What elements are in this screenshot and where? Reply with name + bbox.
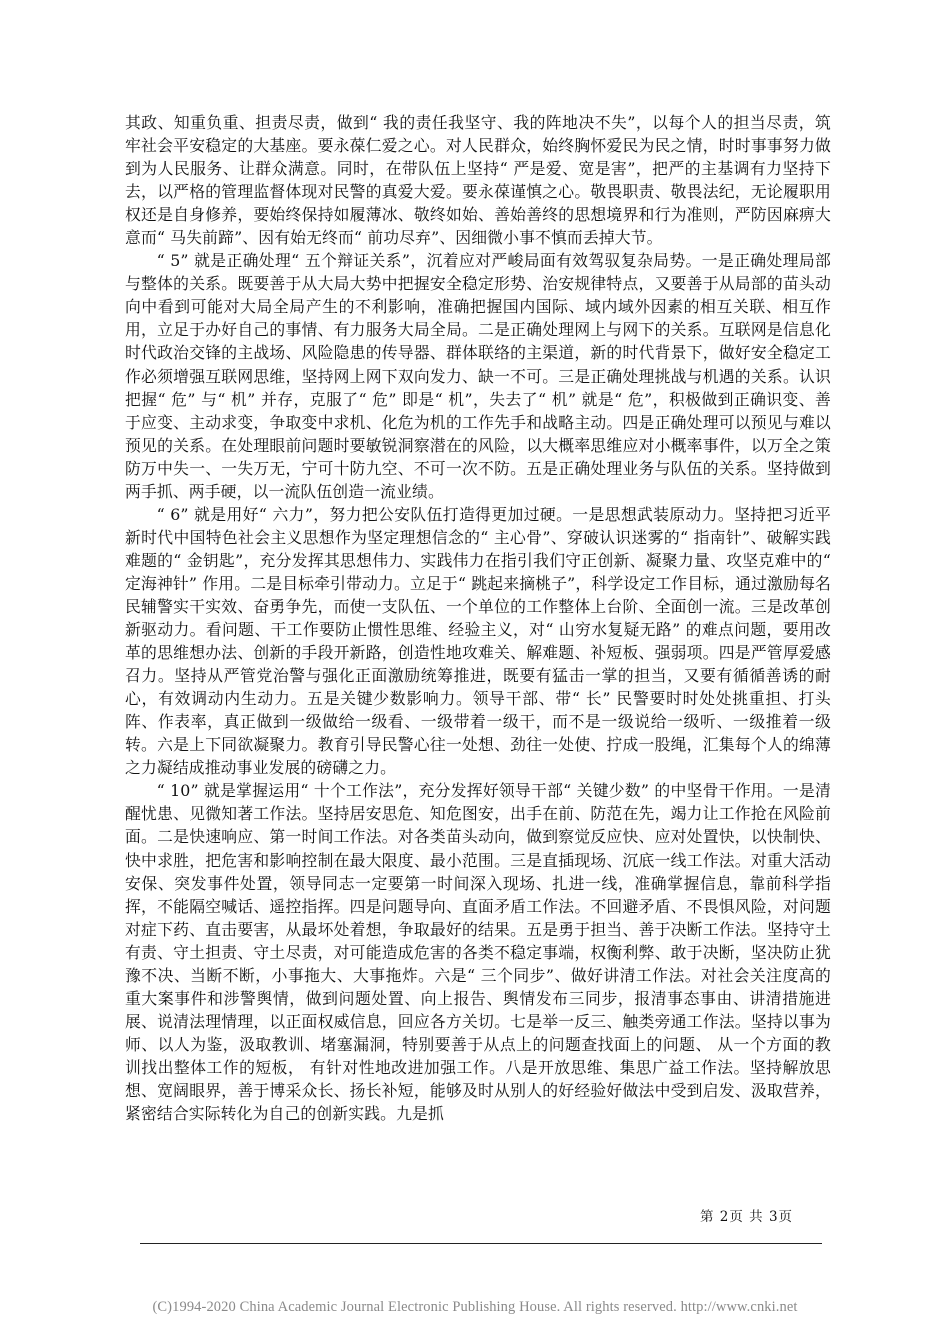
article-body [125, 111, 831, 1125]
paragraph-five-relations: “ 5” 就是正确处理“ 五个辩证关系”，沉着应对严峻局面有效驾驭复杂局势。一是正确处理局部与整体的关系。既要善于从大局大势中把握安全稳定形势、治安规律特点，又要善于从局部的苗头动向中看到可能对大局全局产生的不利影响，准确把握国内国际、域内域外因素的相互关联、相互作用，立足于办好自己的事情、有力服务大局全局。二是正确处理网上与网下的关系。互联网是信息化时代政治交锋的主战场、风险隐患的传导器、群体联络的主渠道，新的时代背景下，做好安全稳定工作必须增强互联网思维，坚持网上网下双向发力、缺一不可。三是正确处理挑战与机遇的关系。认识把握“ 危” 与“ 机” 并存，克服了“ 危” 即是“ 机”，失去了“ 机” 就是“ 危”，积极做到正确识变、善于应变、主动求变，争取变中求机、化危为机的工作先手和战略主动。四是正确处理可以预见与难以预见的关系。在处理眼前问题时要敏锐洞察潜在的风险，以大概率思维应对小概率事件，以万全之策防万中失一、一失万无，宁可十防九空、不可一次不防。五是正确处理业务与队伍的关系。坚持做到两手抓、两手硬，以一流队伍创造一流业绩。 [125, 251, 831, 501]
footer-divider [140, 1243, 822, 1244]
paragraph-ten-methods: “ 10” 就是掌握运用“ 十个工作法”，充分发挥好领导干部“ 关键少数” 的中坚骨干作用。一是清醒忧患、见微知著工作法。坚持居安思危、知危图安，出手在前、防范在先，竭力让工作抢在风险前面。二是快速响应、第一时间工作法。对各类苗头动向，做到察觉反应快、应对处置快，以快制快、快中求胜，把危害和影响控制在最大限度、最小范围。三是直插现场、沉底一线工作法。对重大活动安保、突发事件处置，领导同志一定要第一时间深入现场、扎进一线，准确掌握信息，靠前科学指挥，不能隔空喊话、遥控指挥。四是问题导向、直面矛盾工作法。不回避矛盾、不畏惧风险，对问题对症下药、直击要害，从最坏处着想，争取最好的结果。五是勇于担当、善于决断工作法。坚持守土有责、守土担责、守土尽责，对可能造成危害的各类不稳定事端，权衡利弊、敢于决断，坚决防止犹豫不决、当断不断，小事拖大、大事拖炸。六是“ 三个同步”、做好讲清工作法。对社会关注度高的重大案事件和涉警舆情，做到问题处置、向上报告、舆情发布三同步，报清事态事由、讲清措施进展、说清法理情理，以正面权威信息，回应各方关切。七是举一反三、触类旁通工作法。坚持以事为师、以人为鉴，汲取教训、堵塞漏洞，特别要善于从点上的问题查找面上的问题、 从一个方面的教训找出整体工作的短板， 有针对性地改进加强工作。八是开放思维、集思广益工作法。坚持解放思想、宽阔眼界，善于博采众长、扬长补短，能够及时从别人的好经验好做法中受到启发、汲取营养，紧密结合实际转化为自己的创新实践。九是抓 [125, 781, 831, 1124]
paragraph-continuation: 其政、知重负重、担责尽责，做到“ 我的责任我坚守、我的阵地决不失”，以每个人的担当尽责，筑牢社会平安稳定的大基座。要永葆仁爱之心。对人民群众，始终胸怀爱民为民之情，时时事事努力做到为人民服务、让群众满意。同时，在带队伍上坚持“ 严是爱、宽是害”，把严的主基调有力坚持下去，以严格的管理监督体现对民警的真爱大爱。要永葆谨慎之心。敬畏职责、敬畏法纪，无论履职用权还是自身修养，要始终保持如履薄冰、敬终如始、善始善终的思想境界和行为准则，严防因麻痹大意而“ 马失前蹄”、因有始无终而“ 前功尽弃”、因细微小事不慎而丢掉大节。 [125, 113, 831, 248]
page-number: 第 2页 共 3页 [700, 1209, 794, 1225]
paragraph-six-forces: “ 6” 就是用好“ 六力”，努力把公安队伍打造得更加过硬。一是思想武装原动力。坚持把习近平新时代中国特色社会主义思想作为坚定理想信念的“ 主心骨”、穿破认识迷雾的“ 指南针”、破解实践难题的“ 金钥匙”，充分发挥其思想伟力、实践伟力在指引我们守正创新、凝聚力量、攻坚克难中的“ 定海神针” 作用。二是目标牵引带动力。立足于“ 跳起来摘桃子”，科学设定工作目标，通过激励每名民辅警实干实效、奋勇争先，而使一支队伍、一个单位的工作整体上台阶、全面创一流。三是改革创新驱动力。看问题、干工作要防止惯性思维、经验主义，对“ 山穷水复疑无路” 的难点问题，要用改革的思维想办法、创新的手段开新路，创造性地攻难关、解难题、补短板、强弱项。四是严管厚爱感召力。坚持从严管党治警与强化正面激励统筹推进，既要有猛击一掌的担当，又要有循循善诱的耐心，有效调动内生动力。五是关键少数影响力。领导干部、带“ 长” 民警要时时处处挑重担、打头阵、作表率，真正做到一级做给一级看、一级带着一级干，而不是一级说给一级听、一级推着一级转。六是上下同欲凝聚力。教育引导民警心往一处想、劲往一处使、拧成一股绳，汇集每个人的绵薄之力凝结成推动事业发展的磅礴之力。 [125, 504, 831, 778]
copyright-footer: (C)1994-2020 China Academic Journal Electronic Publishing House. All rights reserved. http://www.cnki.net [152, 1299, 798, 1315]
